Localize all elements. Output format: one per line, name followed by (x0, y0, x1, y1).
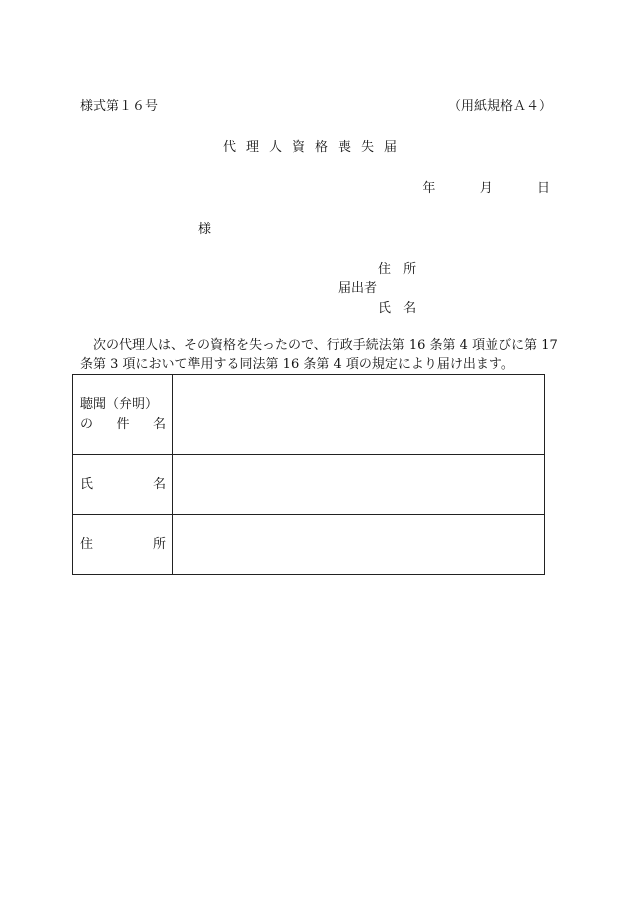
applicant-name-label: 氏 名 (378, 301, 417, 316)
hearing-case-label-line2: の 件 名 (80, 416, 166, 432)
date-month: 月 (479, 181, 495, 196)
hearing-case-label (73, 375, 173, 455)
date-year: 年 (422, 181, 438, 196)
info-table (72, 374, 545, 575)
paper-size-note: （用紙規格Ａ４） (447, 99, 552, 114)
form-number: 様式第１６号 (80, 99, 159, 114)
address-label: 住 所 (73, 515, 173, 575)
applicant-address-label: 住 所 (378, 262, 417, 277)
date-line (422, 177, 552, 196)
applicant-label: 届出者 (338, 281, 378, 296)
hearing-case-label-line1: 聴聞（弁明） (80, 396, 159, 412)
body-text: 次の代理人は、その資格を失ったので、行政手続法第 16 条第 4 項並びに第 17 条第 3 項において準用する同法第 16 条第 4 項の規定により届け出ます。 (80, 338, 558, 372)
table-row-address (73, 515, 545, 575)
date-day: 日 (536, 181, 552, 196)
table-row-name (73, 455, 545, 515)
hearing-case-value (173, 375, 545, 455)
document-title: 代理人資格喪失届 (222, 140, 407, 155)
address-value (173, 515, 545, 575)
name-label: 氏 名 (73, 455, 173, 515)
table-row-hearing-case (73, 375, 545, 455)
name-value (173, 455, 545, 515)
addressee: 様 (198, 222, 212, 237)
